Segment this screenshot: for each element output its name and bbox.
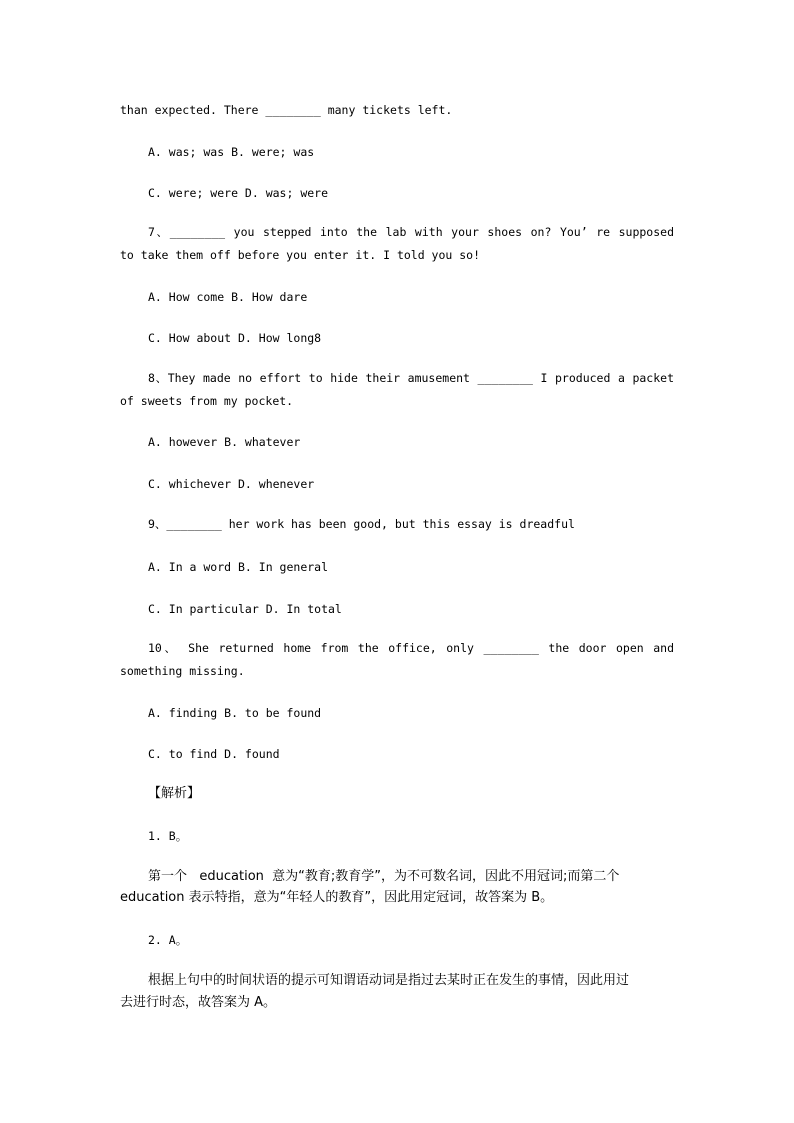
question-10-stem: 10、 She returned home from the office, only ________ the door open and	[148, 641, 674, 655]
question-8-options-cd: C. whichever D. whenever	[148, 477, 315, 491]
question-7-options-ab: A. How come B. How dare	[148, 290, 308, 304]
analysis-heading: 【解析】	[148, 786, 201, 801]
answer-1: 1. B。	[148, 829, 188, 843]
question-8-stem-continued: of sweets from my pocket.	[120, 394, 294, 408]
question-7-stem-continued: to take them off before you enter it. I told you so!	[120, 248, 481, 262]
explanation-1: 第一个 education 意为“教育;教育学”，为不可数名词，因此不用冠词;而第二个	[148, 869, 620, 884]
question-6-options-ab: A. was; was B. were; was	[148, 145, 315, 159]
question-9-options-ab: A. In a word B. In general	[148, 560, 329, 574]
question-9-stem: 9、________ her work has been good, but this essay is dreadful	[148, 517, 575, 531]
question-6-options-cd: C. were; were D. was; were	[148, 186, 329, 200]
question-9-options-cd: C. In particular D. In total	[148, 602, 342, 616]
answer-2: 2. A。	[148, 933, 188, 947]
question-7-options-cd: C. How about D. How long8	[148, 331, 322, 345]
explanation-2: 根据上句中的时间状语的提示可知谓语动词是指过去某时正在发生的事情，因此用过	[148, 973, 630, 988]
question-10-options-ab: A. finding B. to be found	[148, 706, 322, 720]
explanation-2-continued: 去进行时态，故答案为 A。	[120, 995, 277, 1010]
question-8-options-ab: A. however B. whatever	[148, 435, 301, 449]
question-10-stem-continued: something missing.	[120, 664, 245, 678]
question-6-continuation: than expected. There ________ many tickets left.	[120, 103, 453, 117]
question-8-stem: 8、They made no effort to hide their amusement ________ I produced a packet	[148, 371, 674, 385]
explanation-1-continued: education 表示特指，意为“年轻人的教育”，因此用定冠词，故答案为 B。	[120, 890, 554, 905]
question-10-options-cd: C. to find D. found	[148, 747, 280, 761]
question-7-stem: 7、________ you stepped into the lab with your shoes on? You’ re supposed	[148, 225, 674, 239]
